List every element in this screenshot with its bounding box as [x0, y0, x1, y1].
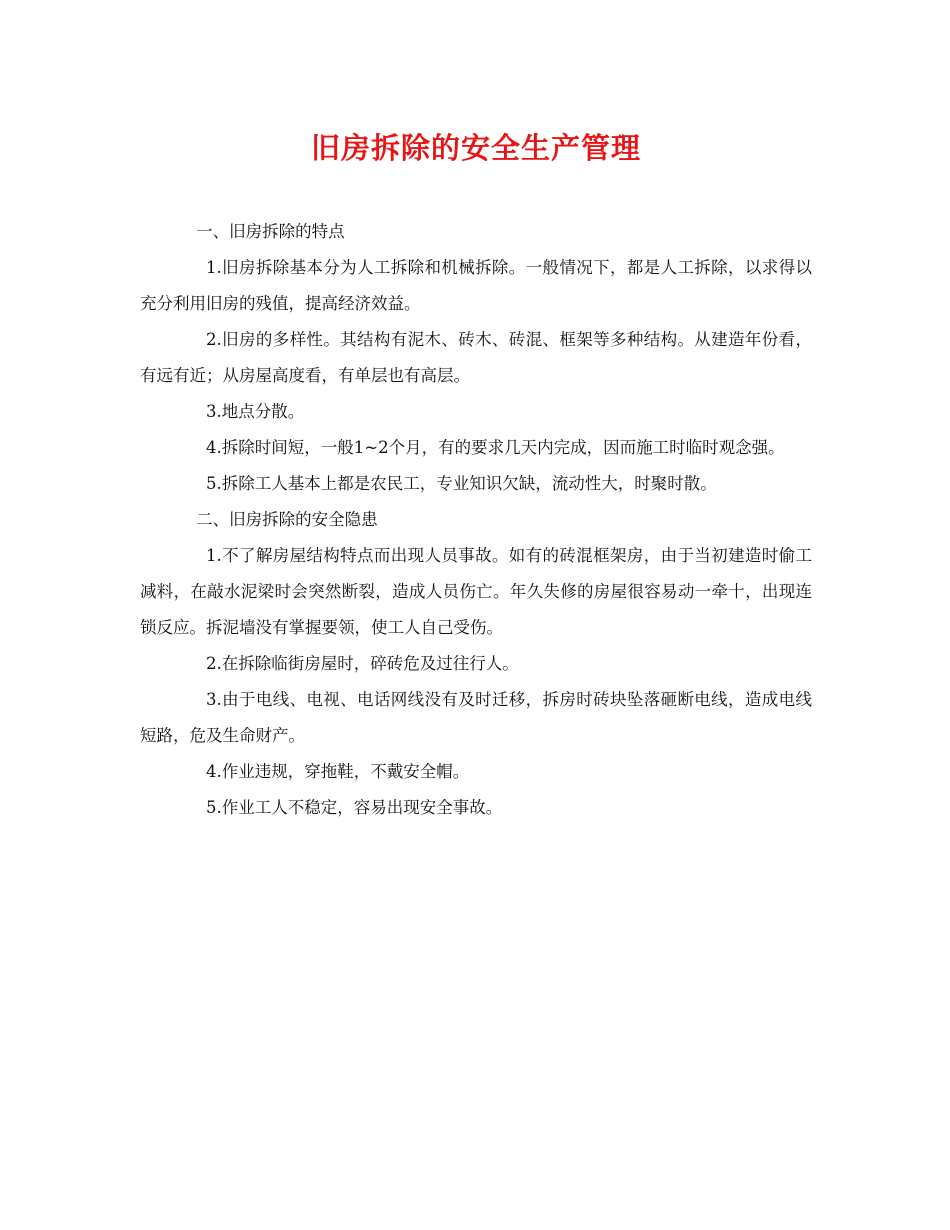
paragraph-feature-2: 2.旧房的多样性。其结构有泥木、砖木、砖混、框架等多种结构。从建造年份看，有远有近；从房屋高度看，有单层也有高层。	[140, 330, 812, 385]
section-heading-features: 一、旧房拆除的特点	[196, 222, 345, 241]
document-title: 旧房拆除的安全生产管理	[310, 131, 641, 165]
paragraph-feature-5: 5.拆除工人基本上都是农民工，专业知识欠缺，流动性大，时聚时散。	[206, 474, 717, 493]
section-heading-hazards: 二、旧房拆除的安全隐患	[196, 510, 378, 529]
paragraph-hazard-4: 4.作业违规，穿拖鞋，不戴安全帽。	[206, 762, 470, 781]
paragraph-feature-1: 1.旧房拆除基本分为人工拆除和机械拆除。一般情况下，都是人工拆除，以求得以充分利用旧房的残值，提高经济效益。	[140, 258, 812, 313]
paragraph-hazard-1: 1.不了解房屋结构特点而出现人员事故。如有的砖混框架房，由于当初建造时偷工减料，在敲水泥梁时会突然断裂，造成人员伤亡。年久失修的房屋很容易动一牵十，出现连锁反应。拆泥墙没有掌握要领，使工人自己受伤。	[140, 546, 812, 637]
paragraph-hazard-5: 5.作业工人不稳定，容易出现安全事故。	[206, 798, 503, 817]
paragraph-hazard-2: 2.在拆除临街房屋时，碎砖危及过往行人。	[206, 654, 519, 673]
paragraph-feature-4: 4.拆除时间短，一般1~2个月，有的要求几天内完成，因而施工时临时观念强。	[206, 438, 785, 457]
paragraph-hazard-3: 3.由于电线、电视、电话网线没有及时迁移，拆房时砖块坠落砸断电线，造成电线短路，危及生命财产。	[140, 690, 812, 745]
paragraph-feature-3: 3.地点分散。	[206, 402, 305, 421]
